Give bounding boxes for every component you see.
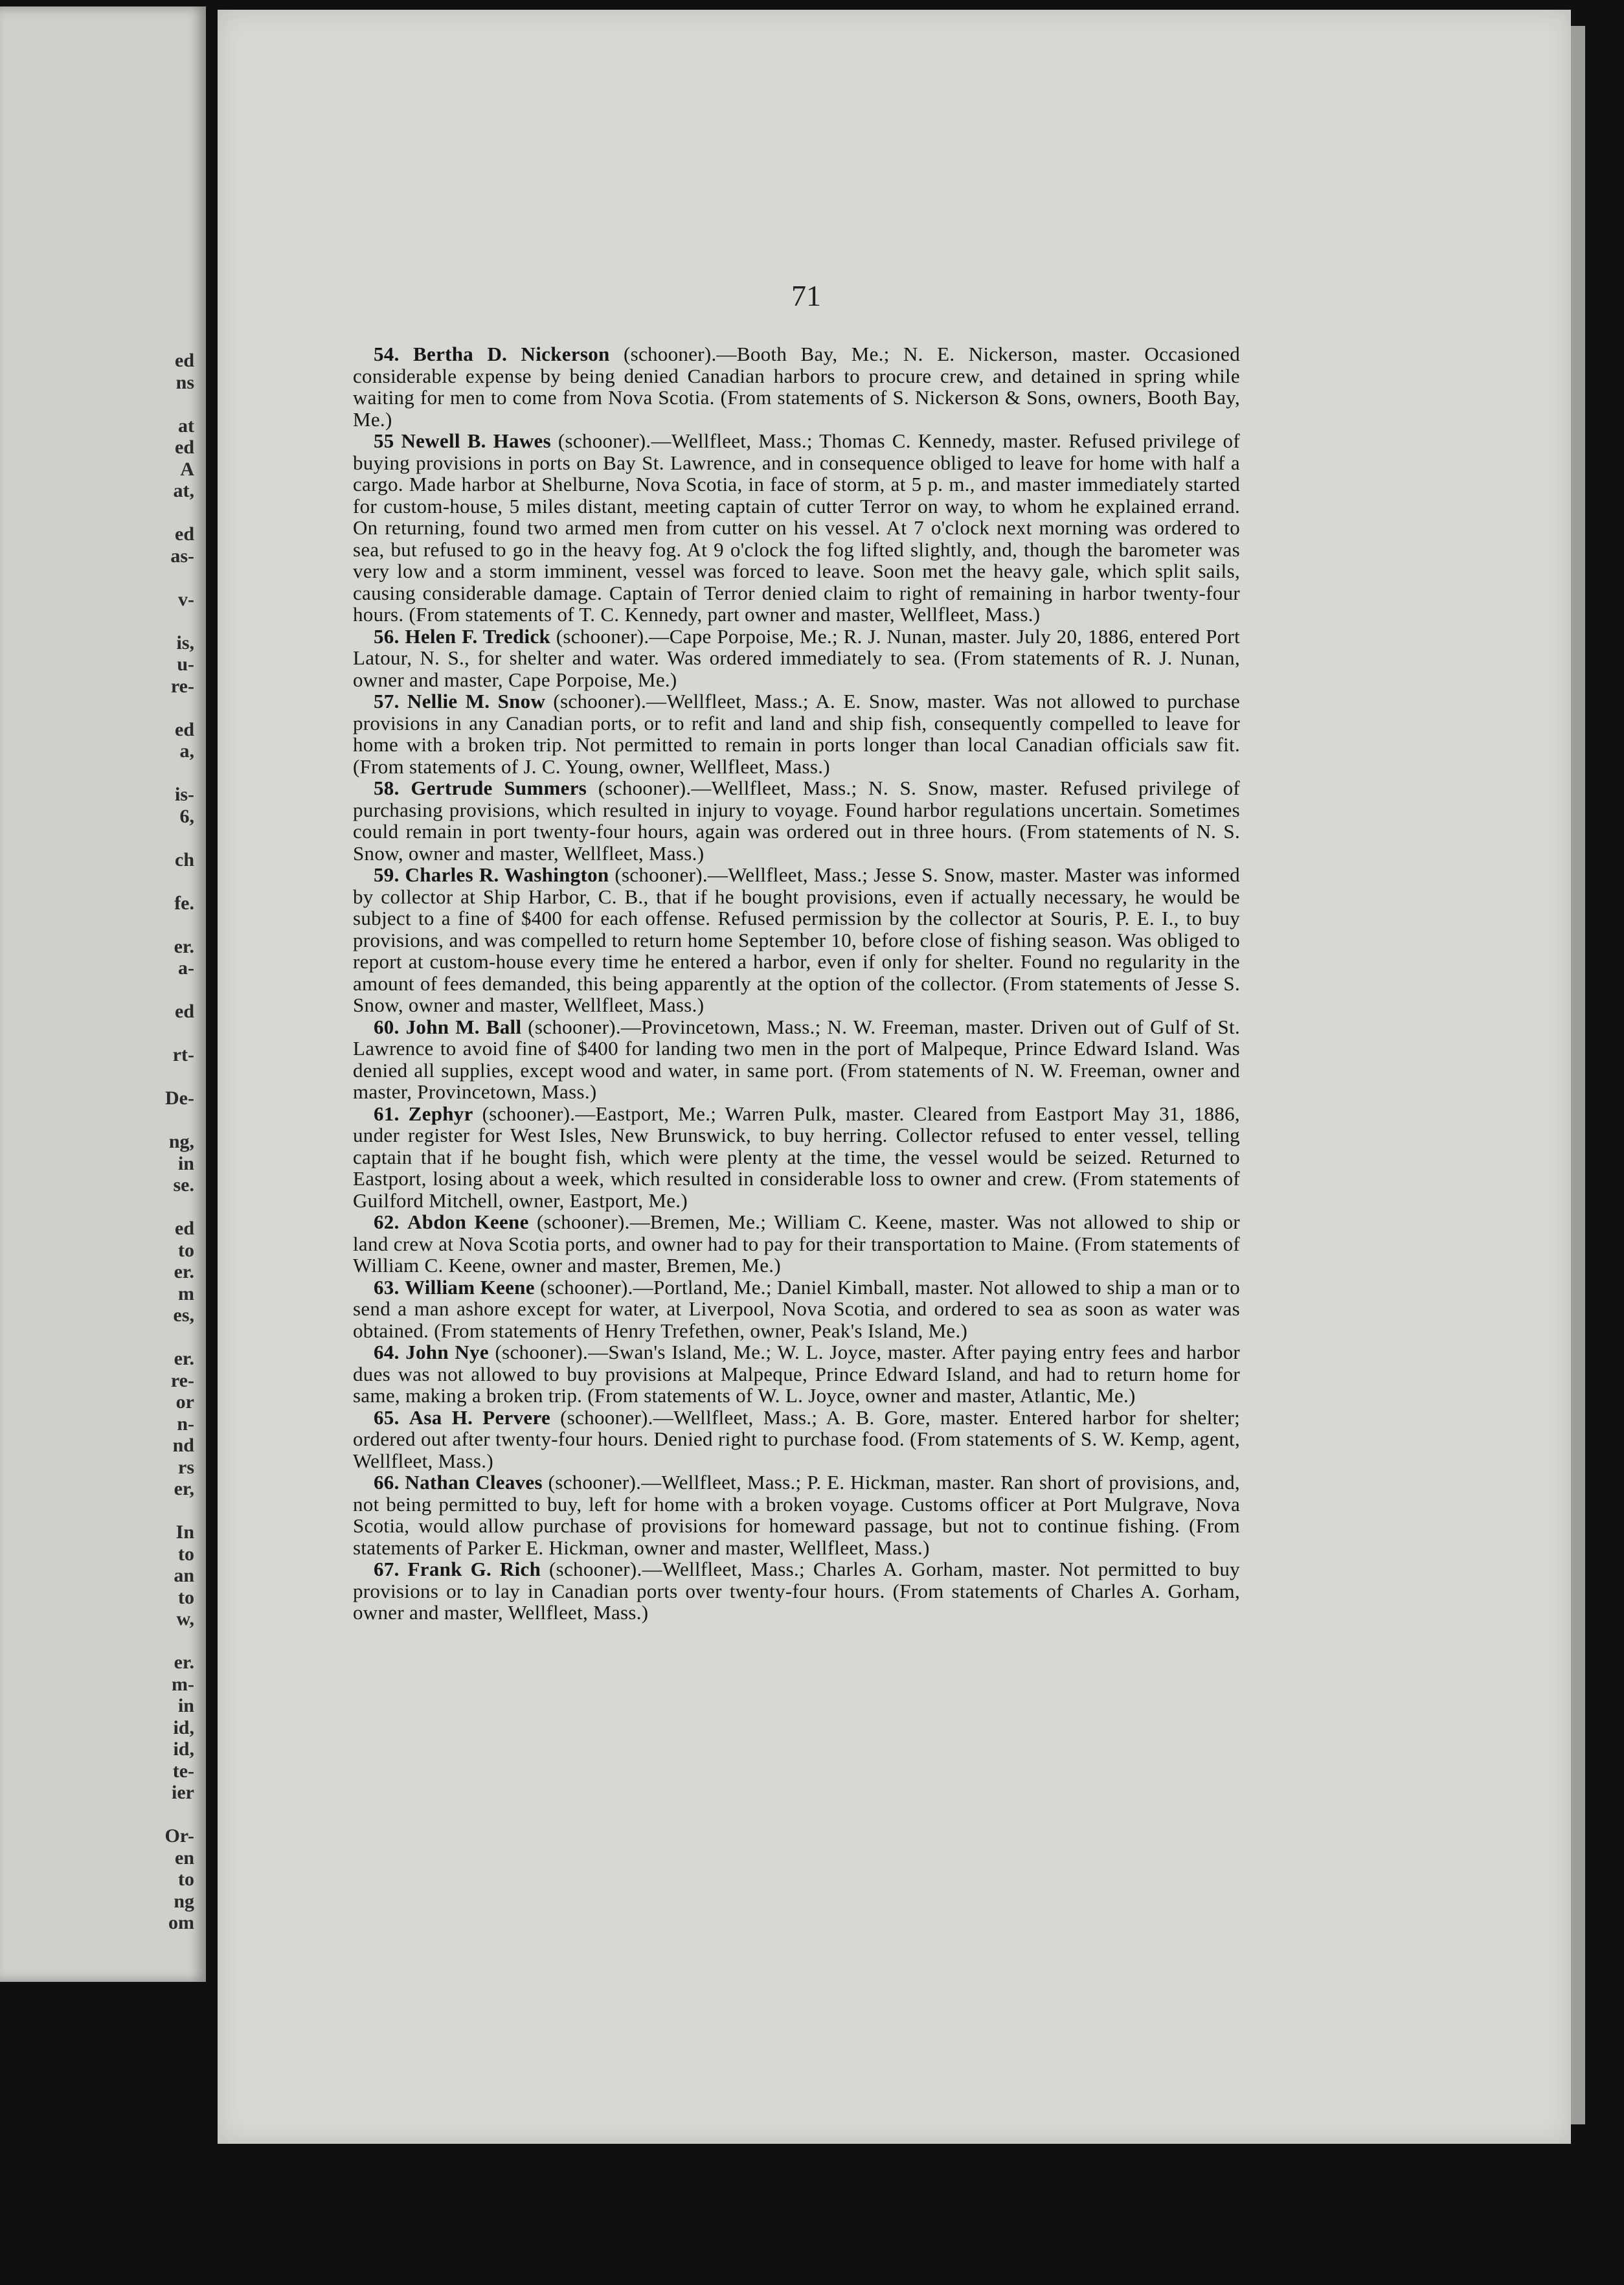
left-page-fragment: re-: [170, 675, 194, 697]
entry-text: (schooner).—Wellfleet, Mass.; Jesse S. Snow, master. Master was informed by collector at Ship Harbor, C. B., that if he bought provisions, even if actually necessary, he would be subject to a fine of $400 for each offense. Refused permission by the collector at Souris, P. E. I., to buy provisions, and was compelled to return home September 10, before close of fishing season. Was obliged to report at custom-house every time he entered a harbor, even if only for shelter. Found no regularity in the amount of fees demanded, this being apparently at the option of the collector. (From statements of Jesse S. Snow, owner and master, Wellfleet, Mass.): [353, 863, 1240, 1016]
left-page-fragment: ed: [175, 523, 194, 545]
entry-number: 58.: [374, 777, 400, 799]
vessel-name: John M. Ball: [405, 1015, 522, 1038]
left-page-fragment: [0, 1196, 194, 1218]
left-page-fragment: [0, 567, 194, 589]
entry-number: 63.: [374, 1275, 400, 1299]
entry-65: [353, 1407, 1240, 1472]
entry-text: (schooner).—Wellfleet, Mass.; Charles A. Gorham, master. Not permitted to buy provisions or to lay in Canadian ports over twenty-four hours. (From statements of Charles A. Gorham, owner and master, Wellfleet, Mass.): [353, 1558, 1240, 1624]
left-page-fragment: es,: [173, 1304, 194, 1326]
entry-60: [353, 1016, 1240, 1103]
left-page-fragment: ier: [172, 1782, 194, 1803]
vessel-name: John Nye: [405, 1341, 489, 1363]
entry-number: 64.: [374, 1341, 400, 1363]
entry-text: (schooner).—Wellfleet, Mass.; Thomas C. Kennedy, master. Refused privilege of buying provisions in ports on Bay St. Lawrence, and in consequence obliged to leave for home with half a cargo. Made harbor at Shelburne, Nova Scotia, in face of storm, at 5 p. m., and master immediately started for custom-house, 5 miles distant, meeting captain of cutter Terror on way, to whom he explained errand. On returning, found two armed men from cutter on his vessel. At 7 o'clock next morning was ordered to sea, but refused to go in the heavy fog. At 9 o'clock the fog lifted slightly, and, though the barometer was very low and a storm imminent, vessel was forced to leave. Soon met the heavy gale, which split sails, causing considerable damage. Captain of Terror denied claim to right of remaining in harbor twenty-four hours. (From statements of T. C. Kennedy, part owner and master, Wellfleet, Mass.): [353, 429, 1240, 626]
left-page-fragment: in: [177, 1695, 194, 1716]
entry-63: [353, 1277, 1240, 1342]
left-page-fragment: ed: [175, 350, 194, 371]
left-page-fragment: is,: [176, 631, 194, 654]
vessel-name: Charles R. Washington: [405, 863, 609, 886]
left-page-fragment: se.: [173, 1174, 194, 1196]
left-page-fragment: v-: [178, 588, 194, 610]
vessel-name: Zephyr: [408, 1102, 473, 1125]
left-page-fragment: to: [178, 1586, 194, 1608]
left-page-fragment: Or-: [164, 1825, 194, 1847]
left-page-fragment: [0, 870, 194, 892]
left-page-fragment: [0, 1109, 194, 1131]
left-page-fragment: om: [168, 1912, 194, 1933]
left-page-fragment: ed: [175, 437, 194, 458]
vessel-name: Nathan Cleaves: [405, 1471, 543, 1494]
entry-text: (schooner).—Booth Bay, Me.; N. E. Nickerson, master. Occasioned considerable expense by being denied Canadian harbors to procure crew, and detained in spring while waiting for men to come from Nova Scotia. (From statements of S. Nickerson & Sons, owners, Booth Bay, Me.): [353, 343, 1241, 431]
left-page-fragment: is-: [175, 784, 194, 805]
left-page-fragment: A: [180, 458, 194, 480]
vessel-name: Bertha D. Nickerson: [413, 343, 610, 365]
entries-list: [353, 343, 1240, 1624]
left-page-fragment: [0, 1500, 194, 1522]
left-page-fragment: [0, 827, 194, 849]
left-page-fragment: to: [178, 1543, 194, 1565]
entry-number: 54.: [374, 343, 400, 365]
entry-57: [353, 690, 1240, 777]
entry-text: (schooner).—Wellfleet, Mass.; P. E. Hickman, master. Ran short of provisions, and, not being permitted to buy, left for home with a broken voyage. Customs officer at Port Mulgrave, Nova Scotia, would allow purchase of provisions for homeward passage, but not to continue fishing. (From statements of Parker E. Hickman, owner and master, Wellfleet, Mass.): [353, 1471, 1240, 1559]
entry-59: [353, 864, 1240, 1016]
left-page-fragment: re-: [170, 1369, 194, 1391]
vessel-name: Frank G. Rich: [407, 1558, 541, 1580]
left-page-fragment: ed: [175, 718, 194, 740]
left-page-fragment: w,: [176, 1608, 194, 1630]
entry-text: (schooner).—Wellfleet, Mass.; A. E. Snow, master. Was not allowed to purchase provisions in any Canadian ports, or to refit and land and ship fish, consequently compelled to leave for home with a broken trip. Not permitted to remain in ports longer than local Canadian officials saw fit. (From statements of J. C. Young, owner, Wellfleet, Mass.): [353, 690, 1240, 778]
entry-number: 55: [374, 429, 394, 452]
left-page-fragment: er.: [174, 1261, 194, 1282]
left-page-fragment: to: [178, 1869, 194, 1890]
left-page-text-fragments: [0, 350, 194, 1934]
left-page-fragment: in: [177, 1152, 194, 1174]
entry-number: 56.: [374, 624, 400, 648]
left-page-fragment: [0, 979, 194, 1001]
page-number: 71: [791, 279, 821, 312]
left-page-fragment: [0, 393, 194, 415]
entry-number: 57.: [374, 690, 400, 712]
entry-number: 59.: [374, 863, 400, 886]
left-page-fragment: rt-: [172, 1044, 194, 1065]
left-page-fragment: [0, 610, 194, 632]
vessel-name: Helen F. Tredick: [405, 624, 551, 648]
left-page-fragment: [0, 1804, 194, 1826]
left-page-fragment: te-: [172, 1760, 194, 1782]
left-page-fragment: as-: [170, 545, 194, 567]
left-page-fragment: en: [175, 1847, 194, 1869]
left-page-fragment: id,: [173, 1716, 194, 1738]
entry-text: (schooner).—Portland, Me.; Daniel Kimball, master. Not allowed to ship a man or to send a man ashore except for water, at Liverpool, Nova Scotia, and ordered to sea as soon as water was obtained. (From statements of Henry Trefethen, owner, Peak's Island, Me.): [353, 1275, 1240, 1342]
vessel-name: Newell B. Hawes: [401, 429, 551, 452]
entry-number: 60.: [374, 1015, 400, 1038]
left-page-fragment: n-: [177, 1413, 194, 1435]
vessel-name: Gertrude Summers: [411, 777, 587, 799]
left-page-fragment: ed: [175, 1001, 194, 1022]
left-page-fragment: [0, 762, 194, 784]
left-page-fragment: a,: [179, 740, 194, 762]
entry-67: [353, 1558, 1240, 1624]
entry-number: 65.: [374, 1405, 400, 1429]
left-page-fragment: fe.: [174, 892, 194, 914]
left-page-fragment: an: [174, 1565, 194, 1586]
left-page-fragment: nd: [172, 1435, 194, 1456]
left-facing-page: [0, 6, 206, 1982]
entry-text: (schooner).—Swan's Island, Me.; W. L. Joyce, master. After paying entry fees and harbor dues was not allowed to buy provisions at Malpeque, Prince Edward Island, and had to return home for same, making a broken trip. (From statements of W. L. Joyce, owner and master, Atlantic, Me.): [353, 1341, 1240, 1407]
entry-number: 66.: [374, 1471, 400, 1494]
entry-58: [353, 777, 1240, 864]
entry-54: [353, 343, 1240, 430]
left-page-fragment: [0, 1023, 194, 1045]
left-page-fragment: rs: [178, 1456, 194, 1478]
left-page-fragment: er.: [174, 1348, 194, 1369]
entry-56: [353, 626, 1240, 691]
left-page-fragment: 6,: [179, 805, 194, 827]
vessel-name: Asa H. Pervere: [409, 1405, 551, 1429]
left-page-fragment: m: [178, 1282, 194, 1304]
entry-text: (schooner).—Eastport, Me.; Warren Pulk, master. Cleared from Eastport May 31, 1886, under register for West Isles, New Brunswick, to buy herring. Collector refused to enter vessel, telling captain that if he bought fish, which were plenty at the time, the vessel would be seized. Returned to Eastport, losing about a week, which resulted in considerable loss to owner and crew. (From statements of Guilford Mitchell, owner, Eastport, Me.): [353, 1102, 1240, 1212]
left-page-fragment: [0, 914, 194, 936]
left-page-fragment: a-: [178, 957, 194, 979]
left-page-fragment: ng,: [168, 1131, 194, 1152]
left-page-fragment: ns: [175, 371, 194, 393]
entry-text: (schooner).—Wellfleet, Mass.; N. S. Snow, master. Refused privilege of purchasing provisions, which resulted in injury to voyage. Found harbor regulations uncertain. Sometimes could remain in port twenty-four hours, again was ordered out in three hours. (From statements of N. S. Snow, owner and master, Wellfleet, Mass.): [353, 777, 1240, 865]
left-page-fragment: m-: [172, 1673, 194, 1695]
left-page-fragment: [0, 502, 194, 524]
entry-text: (schooner).—Cape Porpoise, Me.; R. J. Nunan, master. July 20, 1886, entered Port Latour, N. S., for shelter and water. Was ordered immediately to sea. (From statements of R. J. Nunan, owner and master, Cape Porpoise, Me.): [353, 624, 1240, 691]
entry-text: (schooner).—Bremen, Me.; William C. Keene, master. Was not allowed to ship or land crew at Nova Scotia ports, and owner had to pay for their transportation to Maine. (From statements of William C. Keene, owner and master, Bremen, Me.): [353, 1211, 1240, 1277]
left-page-fragment: er.: [174, 935, 194, 957]
left-page-fragment: In: [175, 1521, 194, 1543]
left-page-fragment: u-: [177, 654, 194, 675]
page-edge: [1571, 26, 1585, 2124]
left-page-fragment: at,: [173, 480, 194, 501]
entry-text: (schooner).—Wellfleet, Mass.; A. B. Gore, master. Entered harbor for shelter; ordered out after twenty-four hours. Denied right to purchase food. (From statements of S. W. Kemp, agent, Wellfleet, Mass.): [353, 1405, 1240, 1472]
entry-number: 62.: [374, 1211, 400, 1233]
entry-number: 67.: [374, 1558, 400, 1580]
entry-64: [353, 1341, 1240, 1407]
left-page-fragment: [0, 1066, 194, 1088]
left-page-fragment: ch: [175, 848, 194, 870]
left-page-fragment: De-: [165, 1087, 194, 1109]
entry-55: [353, 430, 1240, 626]
entry-62: [353, 1211, 1240, 1277]
entry-66: [353, 1472, 1240, 1558]
left-page-fragment: to: [178, 1239, 194, 1261]
entry-number: 61.: [374, 1102, 400, 1125]
left-page-fragment: [0, 697, 194, 719]
vessel-name: Nellie M. Snow: [407, 690, 546, 712]
left-page-fragment: er.: [174, 1652, 194, 1673]
entry-61: [353, 1103, 1240, 1212]
left-page-fragment: er,: [174, 1478, 194, 1499]
entry-text: (schooner).—Provincetown, Mass.; N. W. Freeman, master. Driven out of Gulf of St. Lawrence to avoid fine of $400 for landing two men in the port of Malpeque, Prince Edward Island. Was denied all supplies, except wood and water, in same port. (From statements of N. W. Freeman, owner and master, Provincetown, Mass.): [353, 1015, 1240, 1103]
left-page-fragment: ed: [175, 1218, 194, 1239]
left-page-fragment: or: [175, 1391, 194, 1413]
vessel-name: William Keene: [405, 1275, 535, 1299]
vessel-name: Abdon Keene: [407, 1211, 529, 1233]
left-page-fragment: [0, 1630, 194, 1652]
left-page-fragment: [0, 1326, 194, 1348]
left-page-fragment: at: [178, 415, 194, 437]
left-page-fragment: ng: [174, 1890, 194, 1912]
left-page-fragment: id,: [173, 1738, 194, 1760]
